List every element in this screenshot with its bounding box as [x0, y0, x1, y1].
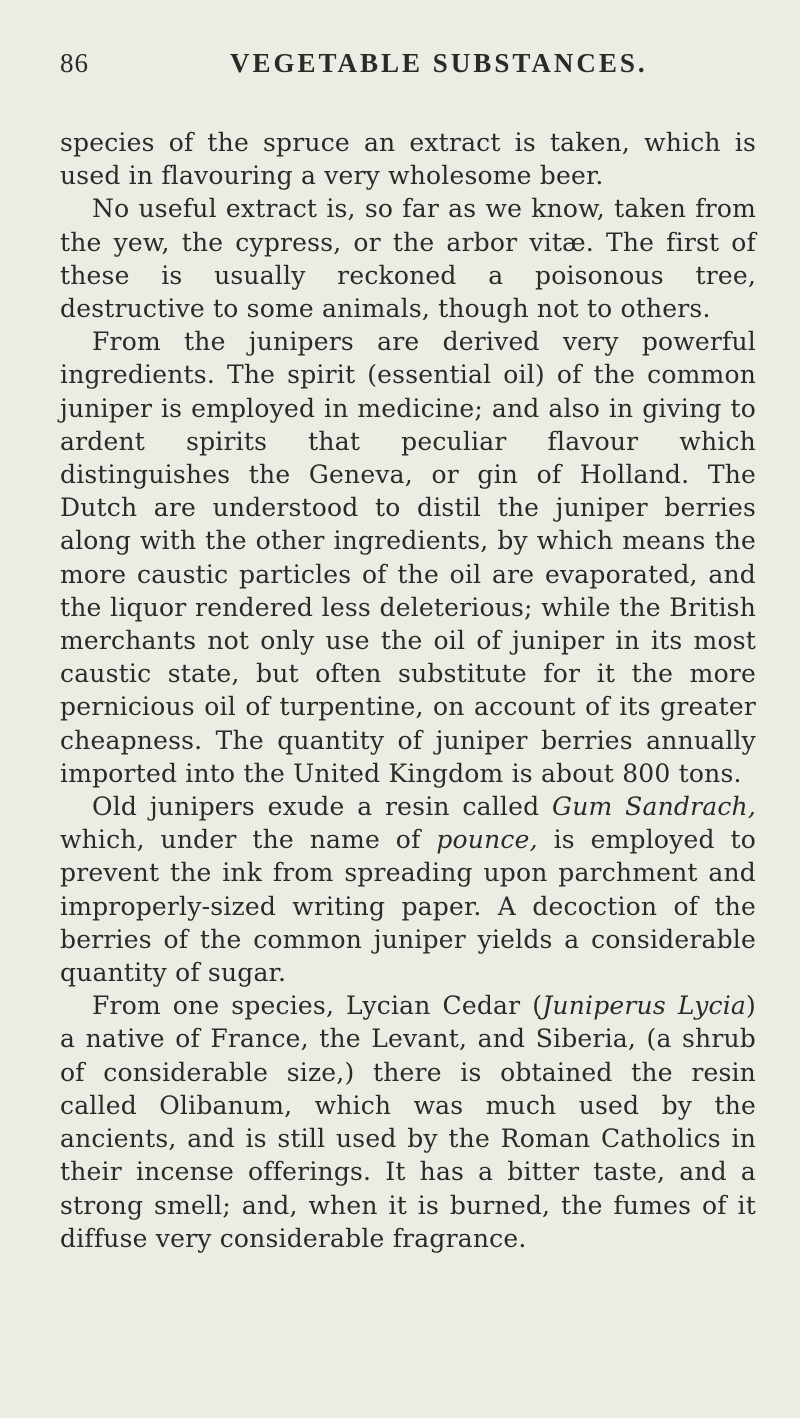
text-run: which, under the name of [60, 825, 437, 855]
paragraph-spruce [60, 126, 756, 192]
paragraph-yew-cypress [60, 192, 756, 325]
italic-term: Juniperus Lycia [542, 991, 747, 1021]
text-run: Old junipers exude a resin called [92, 792, 553, 822]
italic-term: pounce, [436, 825, 538, 855]
text-run: From the junipers are derived very powerful ingredients. The spirit (essential oil) of the common juniper is employed in medicine; and also in giving to ardent spirits that peculiar flavour which distinguishes the Geneva, or gin of Holland. The Dutch are understood to distil the juniper berries along with the other ingredients, by which means the more caustic particles of the oil are evaporated, and the liquor rendered less deleterious; while the British merchants not only use the oil of juniper in its most caustic state, but often substitute for it the more pernicious oil of turpentine, on account of its greater cheapness. The quantity of juniper berries annually imported into the United Kingdom is about 800 tons. [60, 327, 756, 788]
text-run: species of the spruce an extract is taken, which is used in flavouring a very wholesome beer. [60, 128, 756, 191]
body-text [60, 126, 756, 1255]
paragraph-junipers [60, 325, 756, 790]
text-run: No useful extract is, so far as we know, taken from the yew, the cypress, or the arbor vitæ. The first of these is usually reckoned a poisonous tree, destructive to some animals, though not to others. [60, 194, 756, 324]
text-run: ) a native of France, the Levant, and Siberia, (a shrub of considerable size,) there is obtained the resin called Olibanum, which was much used by the ancients, and is still used by the Roman Catholics in their incense offerings. It has a bitter taste, and a strong smell; and, when it is burned, the fumes of it diffuse very considerable fragrance. [60, 991, 756, 1253]
page-number: 86 [60, 48, 89, 78]
paragraph-lycian-cedar [60, 989, 756, 1255]
running-head [60, 48, 756, 86]
text-run: From one species, Lycian Cedar ( [92, 991, 543, 1021]
italic-term: Gum Sandrach, [552, 792, 756, 822]
paragraph-gum-sandrach [60, 790, 756, 989]
running-title: VEGETABLE SUBSTANCES. [230, 48, 648, 78]
text-run: is employed to prevent the ink from spreading upon parchment and improperly-sized writing paper. A decoction of the berries of the common juniper yields a considerable quantity of sugar. [60, 825, 756, 988]
